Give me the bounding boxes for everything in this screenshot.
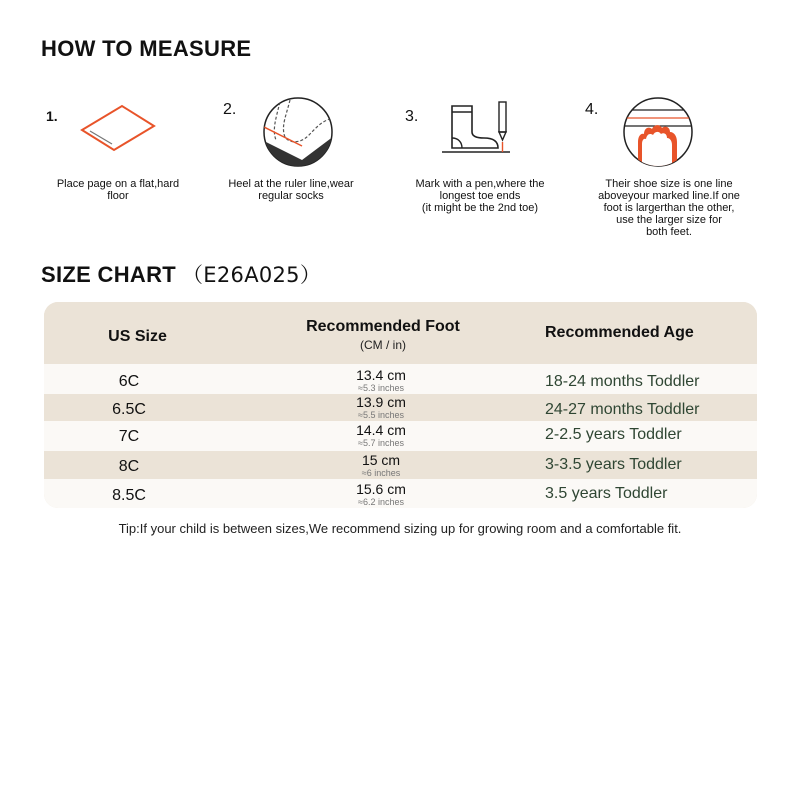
foot-cm-cell: 15 cm [361,452,401,468]
table-row [44,421,757,451]
how-to-measure-title: HOW TO MEASURE [41,36,252,61]
step-caption: Place page on a flat,hard floor [56,178,180,202]
paper-on-floor-icon [78,100,158,156]
foot-inch-cell: ≈5.7 inches [358,438,404,448]
heel-at-line-icon [262,96,334,168]
table-row [44,479,757,508]
header-recommended-age: Recommended Age [545,324,694,341]
foot-inch-cell: ≈5.3 inches [358,383,404,393]
age-cell: 18-24 months Toddler [545,373,700,390]
age-cell: 24-27 months Toddler [545,401,700,418]
header-recommended-foot: Recommended Foot [306,318,460,335]
age-cell: 3.5 years Toddler [545,485,668,502]
foot-cm-cell: 13.4 cm [356,367,406,383]
age-cell: 2-2.5 years Toddler [545,426,682,443]
product-code: （E26A025） [182,263,322,287]
foot-inch-cell: ≈6 inches [361,468,401,478]
sock-and-pen-icon [440,98,512,158]
step-caption: Their shoe size is one line aboveyour marked line.If one foot is largerthan the other, use the larger size for both feet. [598,178,740,238]
size-cell: 8.5C [112,487,146,504]
foot-inch-cell: ≈6.2 inches [358,497,404,507]
size-cell: 6C [118,373,140,390]
foot-cm-cell: 15.6 cm [356,481,406,497]
table-row [44,394,757,421]
header-foot-unit: (CM / in) [360,338,406,352]
size-chart-heading: SIZE CHART [41,262,176,287]
step-number: 1. [46,108,58,124]
step-number: 3. [405,108,419,125]
step-number: 2. [223,101,237,118]
table-row [44,451,757,479]
table-header [44,302,757,364]
foot-cm-cell: 14.4 cm [356,422,406,438]
table-row [44,364,757,394]
size-cell: 8C [118,458,140,475]
size-cell: 7C [118,428,140,445]
step-caption: Mark with a pen,where the longest toe ends (it might be the 2nd toe) [415,178,545,214]
foot-inch-cell: ≈5.5 inches [358,410,404,420]
toes-on-lines-icon [622,96,694,168]
age-cell: 3-3.5 years Toddler [545,456,682,473]
sizing-tip: Tip:If your child is between sizes,We recommend sizing up for growing room and a comfortable fit. [118,521,682,536]
step-number: 4. [585,101,599,118]
size-chart-title [41,259,321,289]
header-us-size: US Size [108,328,167,345]
step-caption: Heel at the ruler line,wear regular socks [228,178,354,202]
size-cell: 6.5C [112,401,146,418]
foot-cm-cell: 13.9 cm [356,394,406,410]
size-table [44,302,757,508]
